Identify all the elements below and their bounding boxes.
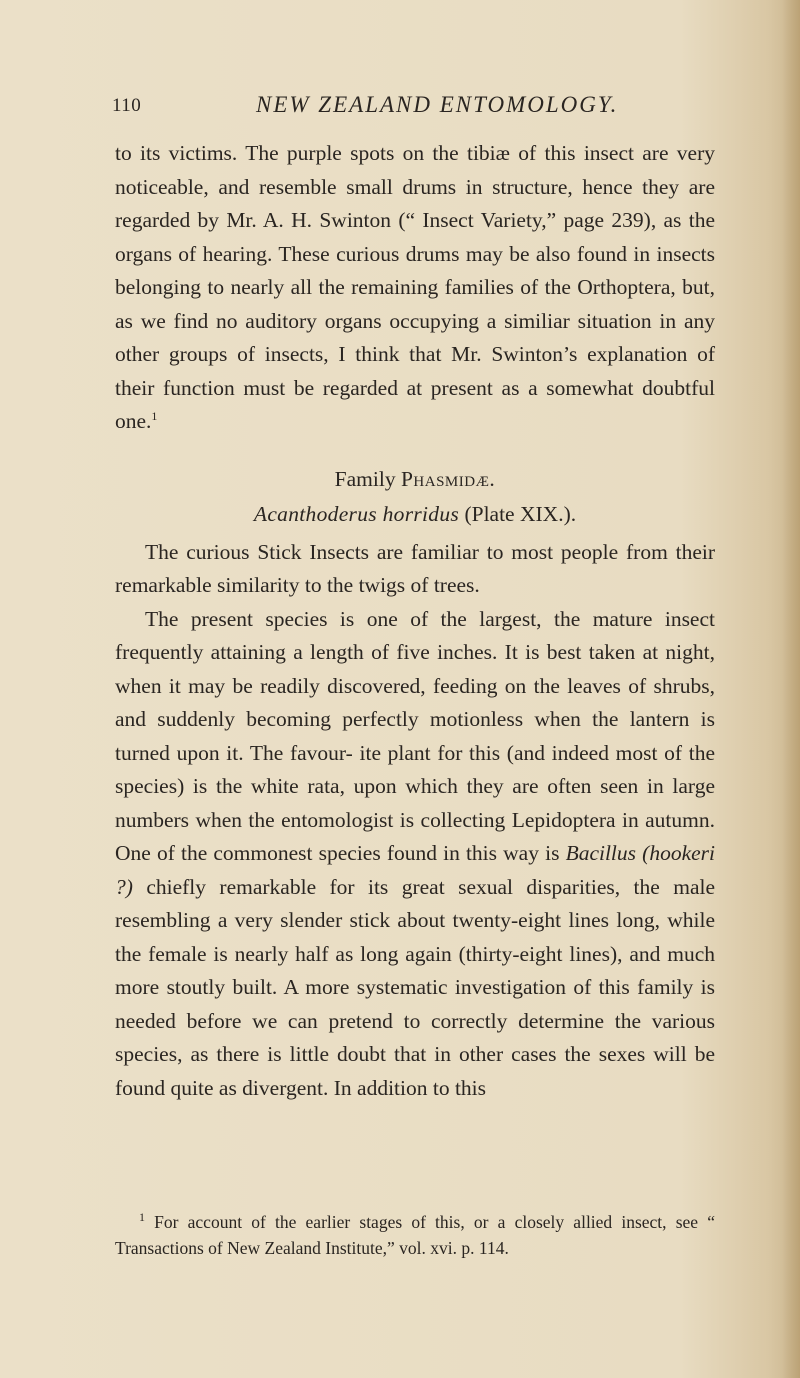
footnote-marker: 1 [139, 1210, 145, 1225]
footnote [115, 1209, 715, 1261]
page-header [112, 92, 732, 125]
species-name: (hookeri ?) [115, 841, 715, 899]
family-heading-prefix: Family [334, 466, 396, 491]
paragraph-3-part2: chiefly remarkable for its great sexual disparities, the male resembling a very slender stick about twenty-eight lines long, while the female is nearly half as long again (thirty-eight lines), and much more stoutly built. A more systematic investigation of this family is needed before we can pretend to correctly determine the various species, as there is little doubt that in other cases the sexes will be found quite as divergent. In addition to this [115, 874, 716, 1100]
family-heading-name: Phasmidæ. [400, 466, 496, 491]
paragraph-1 [115, 137, 715, 439]
footnote-text: For account of the earlier stages of this, or a closely allied insect, see “ Transactions of New Zealand Institute,” vol. xvi. p. 114. [115, 1212, 715, 1258]
paragraph-3-part1: The present species is one of the largest, the mature insect frequently attaining a length of five inches. It is best taken at night, when it may be readily discovered, feeding on the leaves of shrubs, and suddenly becoming perfectly motionless when the lantern is turned upon it. The favour- ite plant for this (and indeed most of the species) is the white rata, upon which they are often seen in large numbers when the entomologist is collecting Lepidoptera in autumn. One of the commonest species found in this way is [115, 606, 715, 865]
page-number: 110 [112, 95, 142, 116]
page-edge-shadow [782, 0, 800, 1378]
species-heading [115, 498, 715, 532]
paragraph-2: The curious Stick Insects are familiar to most people from their remarkable similarity to the twigs of trees. [115, 539, 715, 597]
footnote-ref: 1 [151, 408, 158, 423]
family-heading [115, 463, 715, 497]
genus-name: Bacillus [565, 841, 637, 865]
body-text [115, 137, 715, 1105]
species-heading-plate: (Plate XIX.). [464, 502, 577, 526]
species-heading-name: Acanthoderus horridus [253, 502, 460, 526]
footnote-paragraph [115, 1209, 715, 1261]
paragraph-3 [115, 603, 715, 1106]
paragraph-1-text: to its victims. The purple spots on the tibiæ of this insect are very noticeable, and resemble small drums in structure, hence they are regarded by Mr. A. H. Swinton (“ Insect Variety,” page 239), as the organs of hearing. These curious drums may be also found in insects belonging to nearly all the remaining families of the Orthoptera, but, as we find no auditory organs occupying a similiar situation in any other groups of insects, I think that Mr. Swinton’s explanation of their function must be regarded at present as a somewhat doubtful one. [115, 141, 715, 433]
running-head: NEW ZEALAND ENTOMOLOGY. [256, 92, 619, 117]
